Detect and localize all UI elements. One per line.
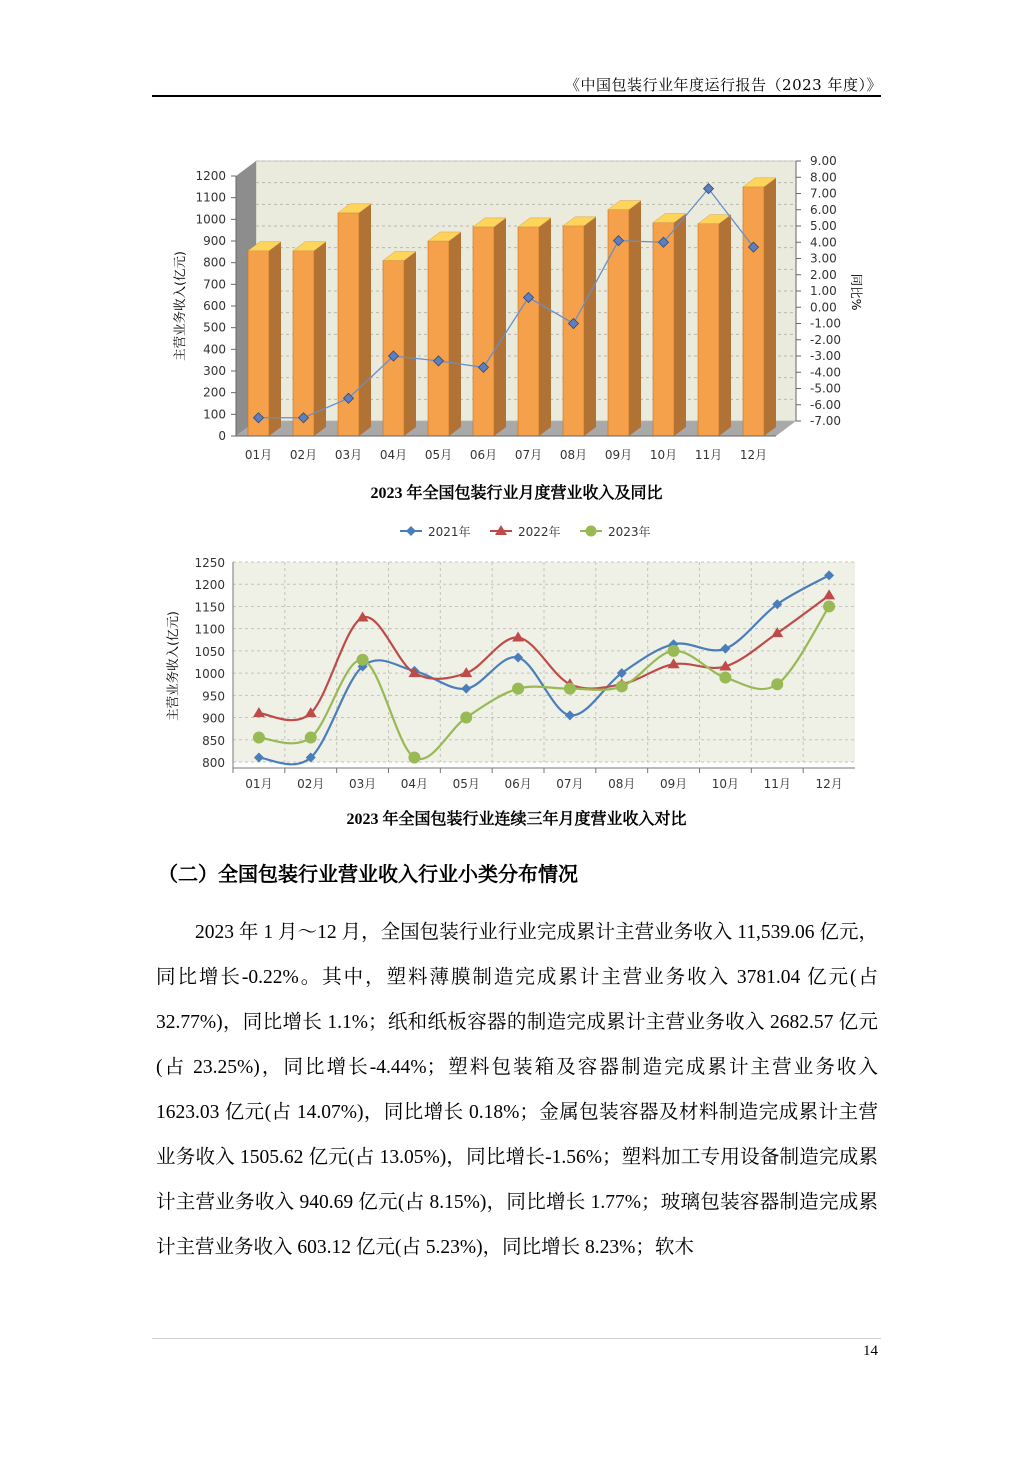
x-tick-label: 04月 (379, 448, 408, 462)
chart2-y-tick-label: 1050 (194, 644, 225, 659)
header-title: 《中国包装行业年度运行报告（2023 年度）》 (565, 76, 882, 94)
bar-front (563, 226, 584, 436)
section-heading: （二）全国包装行业营业收入行业小类分布情况 (158, 862, 578, 886)
header-rule (152, 95, 881, 97)
chart2-y-axis-title: 主营业务收入(亿元) (165, 611, 180, 721)
chart2-x-tick-label: 01月 (245, 777, 273, 791)
x-tick-label: 06月 (469, 448, 498, 462)
body-paragraph: 2023 年 1 月～12 月，全国包装行业行业完成累计主营业务收入 11,539.06 亿元，同比增长-0.22%。其中，塑料薄膜制造完成累计主营业务收入 3781.04 亿元(占 32.77%)，同比增长 1.1%；纸和纸板容器的制造完成累计主营业务收入 2682.57 亿元(占 23.25%)，同比增长-4.44%；塑料包装箱及容器制造完成累计主营业务收入 1623.03 亿元(占 14.07%)，同比增长 0.18%；金属包装容器及材料制造完成累计主营业务收入 1505.62 亿元(占 13.05%)，同比增长-1.56%；塑料加工专用设备制造完成累计主营业务收入 940.69 亿元(占 8.15%)，同比增长 1.77%；玻璃包装容器制造完成累计主营业务收入 603.12 亿元(占 5.23%)，同比增长 8.23%；软木 (156, 922, 878, 1258)
y-tick-label: 100 (203, 407, 226, 422)
chart2-x-tick-label: 08月 (608, 777, 636, 791)
point-2023年-06月 (512, 683, 524, 695)
bar-side (674, 214, 686, 436)
x-tick-label: 10月 (649, 448, 678, 462)
y-tick-label: 1100 (195, 190, 226, 205)
y-tick-label: 0 (218, 429, 226, 443)
y2-tick-label: -6.00 (810, 397, 842, 412)
x-tick-label: 11月 (694, 448, 723, 462)
x-tick-label: 07月 (514, 448, 543, 462)
y-axis-title: 主营业务收入(亿元) (172, 251, 187, 361)
bar-side (404, 252, 416, 437)
bar-02月 (293, 242, 326, 436)
chart2-y-tick-label: 850 (202, 733, 225, 748)
y2-tick-label: -2.00 (810, 332, 842, 347)
chart-three-year-comparison (0, 515, 1034, 805)
y-tick-label: 1200 (195, 169, 226, 183)
x-tick-label: 05月 (424, 448, 453, 462)
y2-tick-label: 8.00 (810, 170, 837, 185)
chart2-y-tick-label: 1200 (194, 578, 225, 593)
bar-01月 (248, 242, 281, 436)
bar-04月 (383, 252, 416, 437)
legend-marker-diamond (406, 526, 416, 536)
bar-front (428, 241, 449, 436)
point-2023年-11月 (771, 678, 783, 690)
x-tick-label: 02月 (289, 448, 318, 462)
chart2-y-tick-label: 1100 (194, 622, 225, 637)
bar-side (494, 218, 506, 436)
chart2-y-tick-label: 1150 (194, 600, 225, 615)
bar-side (539, 218, 551, 436)
y2-tick-label: -4.00 (810, 365, 842, 380)
bar-side (629, 201, 641, 436)
bar-side (719, 215, 731, 436)
bar-11月 (698, 215, 731, 436)
legend-label-2022年: 2022年 (518, 525, 561, 539)
bar-side (314, 242, 326, 436)
chart2-caption: 2023 年全国包装行业连续三年月度营业收入对比 (346, 811, 687, 828)
y2-tick-label: 2.00 (810, 267, 837, 282)
point-2023年-01月 (253, 732, 265, 744)
bar-front (518, 227, 539, 436)
chart-monthly-revenue-yoy (0, 140, 1034, 470)
point-2023年-05月 (460, 712, 472, 724)
chart2-y-tick-label: 950 (202, 689, 225, 704)
chart2-x-tick-label: 11月 (763, 777, 791, 791)
y2-tick-label: 7.00 (810, 186, 837, 201)
legend-label-2023年: 2023年 (608, 525, 651, 539)
bar-front (698, 224, 719, 436)
point-2023年-03月 (357, 654, 369, 666)
bar-06月 (473, 218, 506, 436)
bar-side (764, 178, 776, 436)
bar-front (383, 261, 404, 437)
y2-tick-label: -1.00 (810, 316, 842, 331)
x-tick-label: 12月 (739, 448, 768, 462)
bar-front (473, 227, 494, 436)
y-tick-label: 600 (203, 299, 226, 313)
y2-tick-label: 6.00 (810, 202, 837, 217)
y2-tick-label: -3.00 (810, 349, 842, 363)
chart2-x-tick-label: 05月 (452, 777, 480, 791)
chart2-y-tick-label: 800 (202, 756, 225, 770)
y2-axis-title: 同比% (849, 273, 864, 311)
x-tick-label: 01月 (244, 448, 273, 462)
bar-07月 (518, 218, 551, 436)
point-2023年-12月 (823, 600, 835, 612)
bar-09月 (608, 201, 641, 436)
y-tick-label: 1000 (195, 212, 226, 227)
footer-rule (152, 1338, 881, 1339)
chart2-x-tick-label: 03月 (348, 777, 377, 791)
y-tick-label: 500 (203, 320, 226, 335)
bar-front (653, 223, 674, 436)
chart2-x-tick-label: 04月 (400, 777, 429, 791)
y-tick-label: 800 (203, 255, 226, 270)
bar-10月 (653, 214, 686, 436)
legend-label-2021年: 2021年 (428, 525, 471, 539)
chart1-caption: 2023 年全国包装行业月度营业收入及同比 (370, 485, 663, 502)
chart2-x-tick-label: 07月 (556, 777, 584, 791)
legend-marker-circle (586, 526, 597, 537)
page-number: 14 (863, 1343, 878, 1359)
y2-tick-label: -7.00 (810, 414, 842, 428)
chart2-legend (400, 524, 651, 539)
chart2-y-tick-label: 1000 (194, 667, 225, 682)
point-2023年-02月 (305, 732, 317, 744)
point-2023年-09月 (668, 645, 680, 657)
chart2-y-tick-label: 900 (202, 711, 225, 726)
y2-tick-label: -5.00 (810, 381, 842, 396)
point-2023年-07月 (564, 683, 576, 695)
chart2-x-tick-label: 10月 (711, 777, 740, 791)
chart2-x-tick-label: 06月 (504, 777, 532, 791)
y-tick-label: 700 (203, 277, 226, 292)
chart2-y-tick-label: 1250 (194, 556, 225, 570)
y2-tick-label: 3.00 (810, 251, 837, 266)
y-tick-label: 300 (203, 364, 226, 378)
point-2023年-08月 (616, 680, 628, 692)
x-tick-label: 09月 (604, 448, 633, 462)
bar-side (584, 217, 596, 436)
y2-tick-label: 1.00 (810, 284, 837, 298)
y2-tick-label: 0.00 (810, 300, 837, 315)
y2-tick-label: 4.00 (810, 235, 837, 250)
bar-side (449, 232, 461, 436)
chart2-x-tick-label: 09月 (659, 777, 688, 791)
y2-tick-label: 5.00 (810, 219, 837, 233)
x-tick-label: 08月 (559, 448, 588, 462)
chart2-x-tick-label: 12月 (815, 777, 843, 791)
y-tick-label: 400 (203, 342, 226, 357)
y2-tick-label: 9.00 (810, 154, 837, 168)
bar-side (269, 242, 281, 436)
chart2-x-tick-label: 02月 (297, 777, 325, 791)
y-tick-label: 900 (203, 234, 226, 248)
bar-front (743, 187, 764, 436)
point-2023年-04月 (408, 752, 420, 764)
bar-05月 (428, 232, 461, 436)
point-2023年-10月 (719, 672, 731, 684)
bar-08月 (563, 217, 596, 436)
x-tick-label: 03月 (334, 448, 363, 462)
bar-front (248, 251, 269, 436)
y-tick-label: 200 (203, 385, 226, 400)
bar-12月 (743, 178, 776, 436)
bar-side (359, 204, 371, 436)
bar-front (293, 251, 314, 436)
